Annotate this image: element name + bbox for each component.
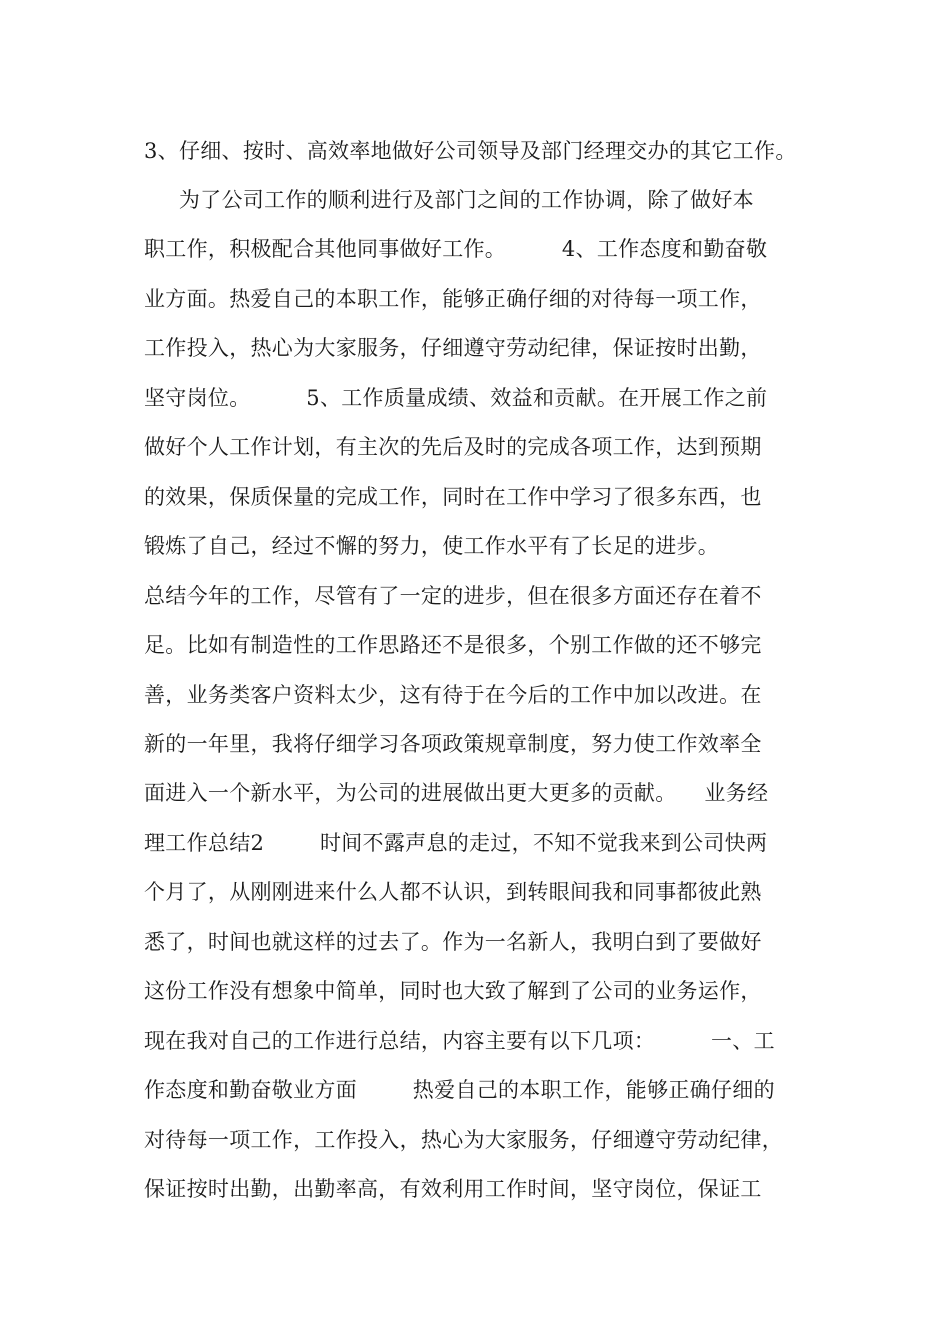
text-line: 总结今年的工作，尽管有了一定的进步，但在很多方面还存在着不: [144, 584, 762, 608]
text-line: 悉了，时间也就这样的过去了。作为一名新人，我明白到了要做好: [144, 930, 762, 954]
text-line: 这份工作没有想象中简单，同时也大致了解到了公司的业务运作，: [144, 979, 762, 1003]
text-line: 面进入一个新水平，为公司的进展做出更大更多的贡献。 业务经: [144, 781, 769, 805]
text-line: 作态度和勤奋敬业方面 热爱自己的本职工作，能够正确仔细的: [144, 1078, 775, 1102]
text-line: 职工作，积极配合其他同事做好工作。 4、工作态度和勤奋敬: [144, 237, 768, 261]
text-line: 为了公司工作的顺利进行及部门之间的工作协调，除了做好本: [144, 188, 754, 212]
text-line: 3、仔细、按时、高效率地做好公司领导及部门经理交办的其它工作。: [144, 139, 797, 163]
text-line: 现在我对自己的工作进行总结，内容主要有以下几项： 一、工: [144, 1029, 775, 1053]
text-line: 新的一年里，我将仔细学习各项政策规章制度，努力使工作效率全: [144, 732, 762, 756]
text-line: 个月了，从刚刚进来什么人都不认识，到转眼间我和同事都彼此熟: [144, 880, 762, 904]
text-line: 工作投入，热心为大家服务，仔细遵守劳动纪律，保证按时出勤，: [144, 336, 762, 360]
text-line: 保证按时出勤，出勤率高，有效利用工作时间，坚守岗位，保证工: [144, 1177, 762, 1201]
text-line: 的效果，保质保量的完成工作，同时在工作中学习了很多东西，也: [144, 485, 762, 509]
text-line: 锻炼了自己，经过不懈的努力，使工作水平有了长足的进步。: [144, 534, 720, 558]
text-line: 对待每一项工作，工作投入，热心为大家服务，仔细遵守劳动纪律，: [144, 1128, 783, 1152]
text-line: 坚守岗位。 5、工作质量成绩、效益和贡献。在开展工作之前: [144, 386, 768, 410]
text-line: 理工作总结2 时间不露声息的走过，不知不觉我来到公司快两: [144, 831, 768, 855]
text-line: 业方面。热爱自己的本职工作，能够正确仔细的对待每一项工作，: [144, 287, 762, 311]
text-line: 做好个人工作计划，有主次的先后及时的完成各项工作，达到预期: [144, 435, 762, 459]
text-line: 足。比如有制造性的工作思路还不是很多，个别工作做的还不够完: [144, 633, 762, 657]
text-line: 善，业务类客户资料太少，这有待于在今后的工作中加以改进。在: [144, 683, 762, 707]
